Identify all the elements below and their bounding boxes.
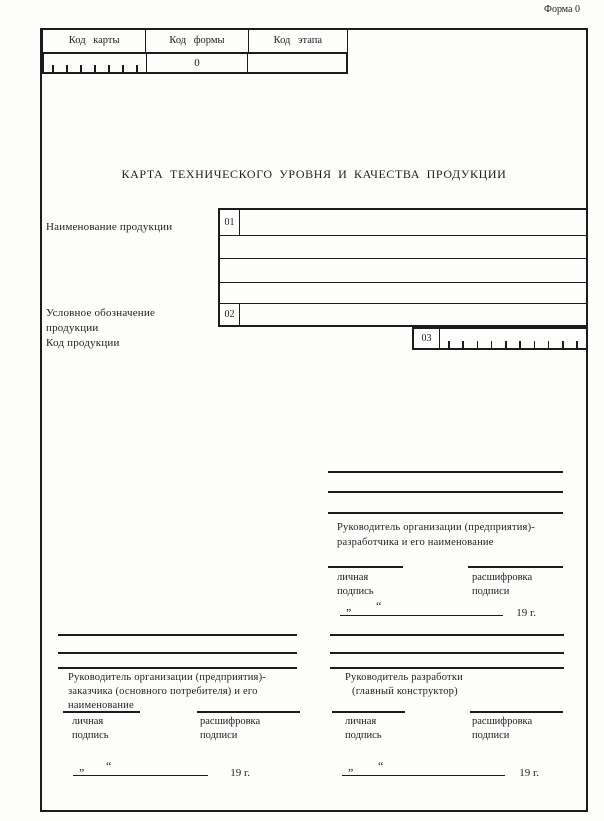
development-head-name-line[interactable] [330,667,564,669]
development-head-title: Руководитель разработки (главный конструктор) [345,672,463,697]
card-code-field[interactable] [44,54,147,72]
date-underline[interactable] [342,775,505,777]
writing-line-row[interactable] [220,236,586,259]
date-quote-close: “ [376,599,382,613]
customer-org-name-line[interactable] [58,652,297,654]
development-head-signature-decode-line[interactable] [470,711,563,713]
form-code-field[interactable]: 0 [147,54,249,72]
customer-org-name-line[interactable] [58,634,297,636]
personal-signature-label: личная подпись [72,716,109,741]
customer-org-title: Руководитель организации (предприятия)- заказчика (основного потребителя) и его наименование [68,672,266,711]
developer-org-name-line[interactable] [328,512,563,514]
date-quote-open: „ [346,599,352,613]
personal-signature-label: личная подпись [337,572,374,597]
code-01-cell: 01 [220,210,240,235]
customer-signature-decode-line[interactable] [197,711,300,713]
date-quote-close: “ [106,759,112,773]
date-underline[interactable] [340,615,503,617]
writing-line-row[interactable] [220,259,586,283]
product-code-box[interactable] [412,327,588,350]
product-code-ticks [440,329,586,348]
code-03-cell: 03 [414,329,440,348]
code-table-header-row [42,28,348,52]
developer-signature-decode-line[interactable] [468,566,563,568]
card-code-ticks [44,54,146,72]
development-head-date-line[interactable] [342,759,539,779]
date-quote-open: „ [79,759,85,773]
product-code-label: Код продукции [46,337,120,349]
developer-org-name-line[interactable] [328,471,563,473]
code-table-value-row [42,52,348,74]
product-code-field[interactable] [440,329,586,348]
stage-code-header: Код этапа [273,35,323,46]
writing-line-row[interactable] [220,283,586,304]
development-head-personal-signature-line[interactable] [332,711,405,713]
development-head-name-line[interactable] [330,652,564,654]
developer-org-title: Руководитель организации (предприятия)- разработчика и его наименование [337,522,535,548]
stage-code-field[interactable] [248,54,346,72]
developer-personal-signature-line[interactable] [328,566,403,568]
year-label: 19 г. [519,767,539,779]
code-table [42,28,348,74]
product-name-field-row[interactable] [220,210,586,236]
form-number-label: Форма 0 [544,4,580,15]
personal-signature-label: личная подпись [345,716,382,741]
year-label: 19 г. [516,607,536,619]
date-quote-close: “ [378,759,384,773]
developer-org-name-line[interactable] [328,491,563,493]
development-head-name-line[interactable] [330,634,564,636]
developer-date-line[interactable] [340,599,536,619]
signature-decode-label: расшифровка подписи [472,716,533,741]
product-designation-label: Условное обозначение продукции [46,307,156,334]
card-code-header: Код карты [43,29,146,52]
signature-decode-label: расшифровка подписи [200,716,261,741]
product-name-box [218,208,588,327]
page-title: КАРТА ТЕХНИЧЕСКОГО УРОВНЯ И КАЧЕСТВА ПРОДУКЦИИ [121,167,507,181]
customer-personal-signature-line[interactable] [63,711,140,713]
code-02-cell: 02 [220,304,240,325]
product-name-label: Наименование продукции [46,221,173,233]
customer-date-line[interactable] [73,759,250,779]
date-underline[interactable] [73,775,208,777]
signature-decode-label: расшифровка подписи [472,572,533,597]
product-designation-field-row[interactable] [220,304,586,325]
form-code-header: Код формы [146,29,248,52]
customer-org-name-line[interactable] [58,667,297,669]
date-quote-open: „ [348,759,354,773]
year-label: 19 г. [230,767,250,779]
